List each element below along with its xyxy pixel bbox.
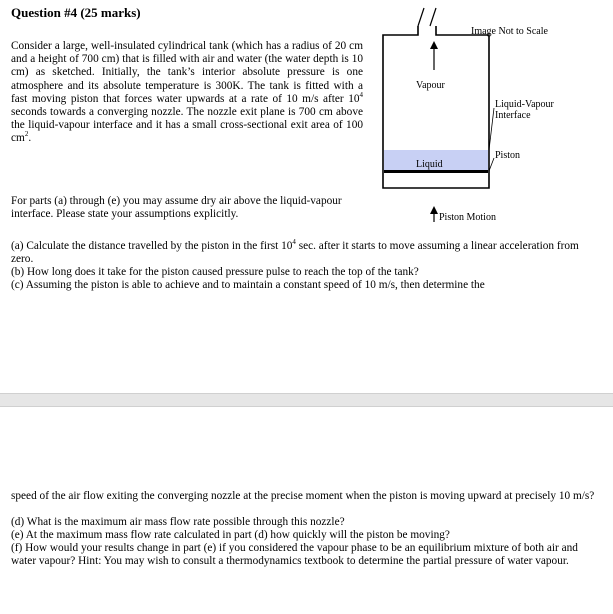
liquid-label: Liquid — [416, 159, 443, 170]
piston-motion-arrow-head — [430, 206, 438, 214]
interface-label-line1: Liquid-Vapour — [495, 99, 554, 110]
part-a: (a) Calculate the distance travelled by the piston in the first $10^4$ sec. after it starts to move assuming a linear acceleration from zero. — [11, 238, 579, 266]
flow-arrow-head — [430, 41, 438, 49]
scale-note: Image Not to Scale — [471, 26, 548, 37]
tank-diagram — [380, 0, 610, 230]
piston-motion-label: Piston Motion — [439, 212, 496, 223]
intro-exponent-area: 2 — [24, 130, 29, 139]
vapour-label: Vapour — [416, 80, 445, 91]
interface-label-line2: Interface — [495, 110, 531, 121]
question-title: Question #4 (25 marks) — [11, 5, 141, 20]
page-break — [0, 393, 613, 407]
piston-label: Piston — [495, 150, 521, 161]
question-intro: Consider a large, well-insulated cylindrical tank (which has a radius of 20 cm and a height of 700 cm) that is filled with air and water (the water depth is 10 cm) as sketched. Initially, the tank’s interior absolute pressure is one atmosphere and its absolute temperature is 300K. The tank is fitted with a fast moving piston that forces water upwards at a rate of 10 m/s after $10^4$ seconds towards a converging nozzle. The nozzle exit plane is 700 cm above the liquid-vapour interface and it has a small cross-sectional exit area of 100 $cm^2$. — [11, 40, 363, 145]
part-f: (f) How would your results change in part (e) if you considered the vapour phase to be an equilibrium mixture of both air and water vapour? Hint: You may wish to consult a thermodynamics textbook to determine the partial pressure of water vapour. — [11, 542, 578, 568]
part-a-exponent: 4 — [292, 238, 296, 247]
assumption-note: For parts (a) through (e) you may assume dry air above the liquid-vapour interface. Please state your assumptions explicitly. — [11, 195, 342, 221]
nozzle-break-right — [430, 8, 436, 26]
intro-exponent: 4 — [359, 91, 363, 100]
part-b: (b) How long does it take for the piston caused pressure pulse to reach the top of the tank? — [11, 266, 419, 278]
page-2 — [0, 407, 613, 614]
part-e: (e) At the maximum mass flow rate calculated in part (d) how quickly will the piston be moving? — [11, 529, 450, 541]
part-c-start: (c) Assuming the piston is able to achieve and to maintain a constant speed of 10 m/s, then determine the — [11, 279, 485, 291]
nozzle-break-left — [418, 8, 424, 26]
piston — [384, 170, 488, 173]
part-c-continued: speed of the air flow exiting the converging nozzle at the precise moment when the piston is moving upward at precisely 10 m/s? — [11, 490, 595, 502]
part-d: (d) What is the maximum air mass flow rate possible through this nozzle? — [11, 516, 345, 528]
